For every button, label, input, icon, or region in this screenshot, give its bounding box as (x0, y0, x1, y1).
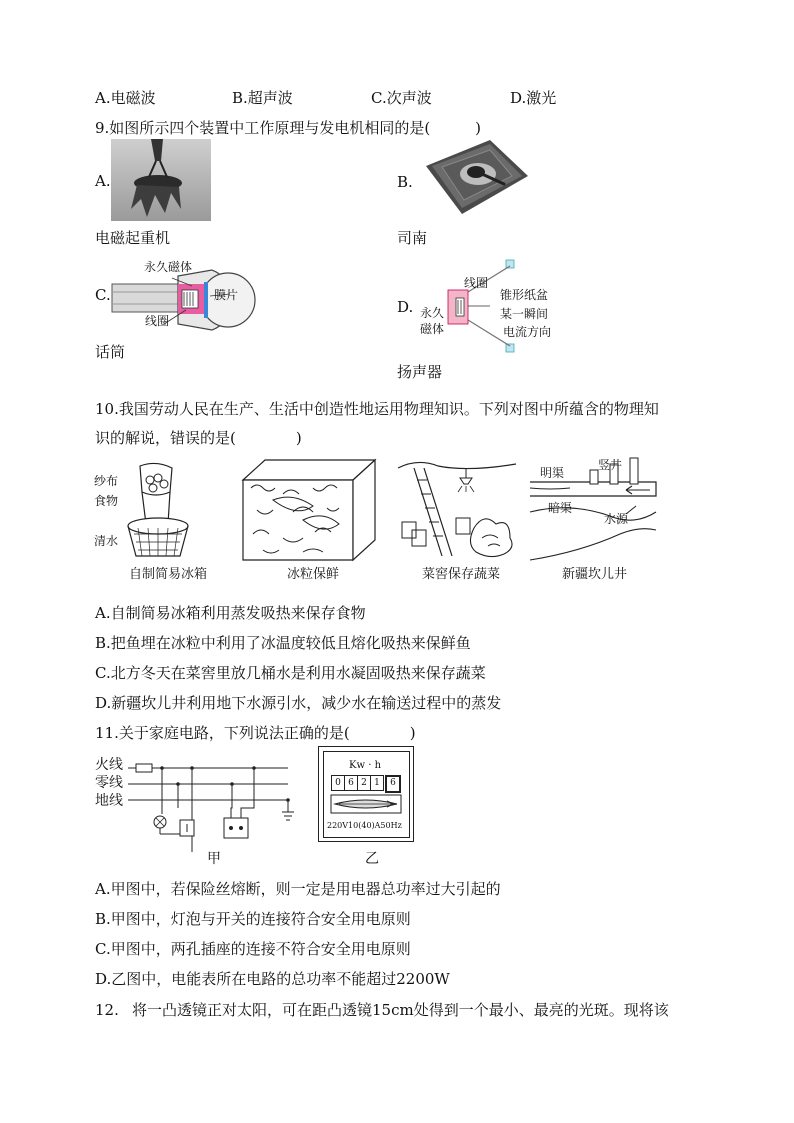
q10-caption-karez: 新疆坎儿井 (562, 567, 628, 582)
meter-digit-row (331, 775, 401, 793)
q11-label-ground-wire: 地线 (95, 793, 123, 809)
q11-stem: 11.关于家庭电路，下列说法正确的是( ) (95, 724, 416, 742)
q11-option-c: C.甲图中，两孔插座的连接不符合安全用电原则 (95, 940, 411, 958)
q10-fig1-label-water: 清水 (94, 534, 119, 548)
q9-d-label-magnet-1: 永久 (420, 306, 445, 320)
q9-a-letter: A. (95, 172, 111, 190)
meter-digit: 6 (345, 775, 358, 791)
q9-c-label-coil: 线圈 (145, 314, 170, 328)
q11-caption-yi: 乙 (365, 851, 379, 867)
q10-caption-fridge: 自制简易冰箱 (129, 567, 208, 582)
q10-fig4-label-shaft: 竖井 (598, 458, 623, 472)
q9-stem: 9.如图所示四个装置中工作原理与发电机相同的是( ) (95, 119, 482, 137)
electric-meter (318, 746, 414, 842)
meter-digit: 0 (331, 775, 345, 791)
q12-text: 将一凸透镜正对太阳，可在距凸透镜15cm处得到一个最小、最亮的光斑。现将该 (132, 1001, 669, 1019)
q9-d-label-current-direction: 电流方向 (503, 325, 552, 339)
q10-caption-cellar: 菜窖保存蔬菜 (422, 567, 501, 582)
q10-option-c: C.北方冬天在菜窖里放几桶水是利用水凝固吸热来保存蔬菜 (95, 664, 486, 682)
q9-d-label-instant: 某一瞬间 (500, 307, 549, 321)
q9-c-letter: C. (95, 286, 111, 304)
q9-d-letter: D. (397, 298, 414, 316)
meter-rating: 220V10(40)A50Hz (327, 821, 402, 830)
q10-stem-line1: 10.我国劳动人民在生产、生活中创造性地运用物理知识。下列对图中所蕴含的物理知 (95, 400, 659, 418)
household-circuit-diagram (128, 762, 298, 852)
q8-option-b: B.超声波 (232, 89, 293, 107)
q11-option-d: D.乙图中，电能表所在电路的总功率不能超过2200W (95, 970, 450, 988)
meter-digit: 1 (371, 775, 384, 791)
q9-d-label-cone: 锥形纸盆 (500, 288, 549, 302)
q9-d-label-magnet-2: 磁体 (420, 322, 445, 336)
q8-option-c: C.次声波 (371, 89, 432, 107)
q9-c-caption: 话筒 (95, 343, 126, 361)
q9-c-label-magnet: 永久磁体 (144, 260, 193, 274)
vegetable-cellar-figure (398, 458, 516, 562)
q12-number: 12. (95, 1001, 119, 1019)
q10-fig4-label-water-source: 水源 (604, 512, 629, 526)
meter-digit: 2 (358, 775, 371, 791)
sinan-compass-image (420, 136, 532, 218)
q10-fig4-label-culvert: 暗渠 (548, 501, 573, 515)
q8-option-d: D.激光 (510, 89, 557, 107)
q10-option-b: B.把鱼埋在冰粒中利用了冰温度较低且熔化吸热来保鲜鱼 (95, 634, 471, 652)
meter-rotating-disc-icon (331, 795, 401, 813)
q9-d-label-coil: 线圈 (464, 276, 489, 290)
microphone-diagram (112, 268, 264, 338)
ice-preservation-figure (243, 460, 375, 564)
q10-fig1-label-gauze: 纱布 (94, 474, 119, 488)
q9-a-caption: 电磁起重机 (95, 229, 171, 247)
q9-d-caption: 扬声器 (397, 363, 443, 381)
q10-option-d: D.新疆坎儿井利用地下水源引水，减少水在输送过程中的蒸发 (95, 694, 502, 712)
q11-label-neutral-wire: 零线 (95, 775, 123, 791)
q8-option-a: A.电磁波 (95, 89, 156, 107)
q11-option-a: A.甲图中，若保险丝熔断，则一定是用电器总功率过大引起的 (95, 880, 501, 898)
q9-b-caption: 司南 (397, 229, 428, 247)
q10-stem-line2: 识的解说，错误的是( ) (95, 429, 302, 447)
q10-fig4-label-open-channel: 明渠 (540, 466, 565, 480)
meter-unit-label: Kw · h (349, 760, 382, 771)
q10-fig1-label-food: 食物 (94, 494, 119, 508)
q10-option-a: A.自制简易冰箱利用蒸发吸热来保存食物 (95, 604, 366, 622)
electromagnetic-crane-image (111, 139, 211, 221)
homemade-fridge-figure (126, 462, 196, 562)
q11-option-b: B.甲图中，灯泡与开关的连接符合安全用电原则 (95, 910, 411, 928)
q9-b-letter: B. (397, 173, 413, 191)
meter-digit: 6 (385, 775, 401, 793)
q9-c-label-diaphragm: 膜片 (214, 288, 239, 302)
q11-caption-jia: 甲 (207, 851, 221, 867)
q11-label-live-wire: 火线 (95, 757, 123, 773)
q10-caption-ice: 冰粒保鲜 (287, 567, 340, 582)
